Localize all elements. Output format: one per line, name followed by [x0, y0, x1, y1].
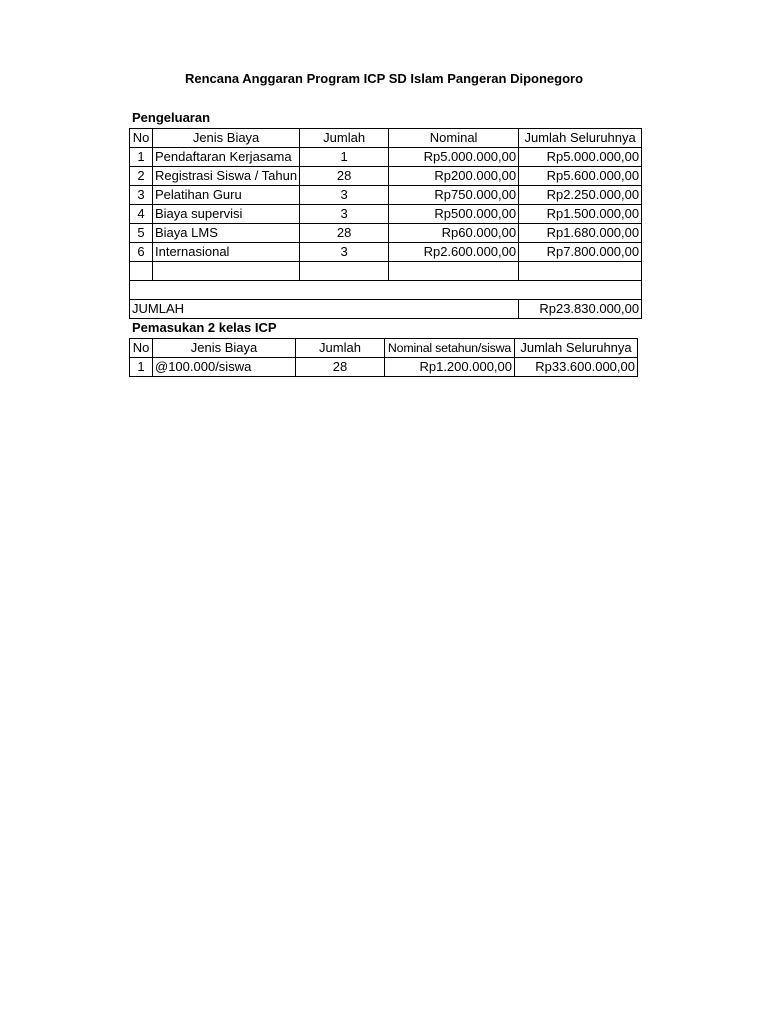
header-jumlah-seluruhnya: Jumlah Seluruhnya [519, 129, 642, 148]
cell-no: 1 [130, 148, 153, 167]
total-value: Rp23.830.000,00 [519, 300, 642, 319]
spacer-row [130, 281, 642, 300]
cell-no: 6 [130, 243, 153, 262]
empty-cell [130, 281, 153, 300]
empty-cell [300, 262, 389, 281]
expense-table [129, 128, 642, 319]
cell-no: 4 [130, 205, 153, 224]
cell-jumlah-seluruhnya: Rp2.250.000,00 [519, 186, 642, 205]
cell-jenis-biaya: Pendaftaran Kerjasama [153, 148, 300, 167]
header-jenis-biaya: Jenis Biaya [153, 129, 300, 148]
table-row [130, 186, 642, 205]
empty-cell [389, 281, 519, 300]
cell-jumlah: 3 [300, 186, 389, 205]
header-jumlah: Jumlah [296, 339, 385, 358]
cell-jenis-biaya: Biaya LMS [153, 224, 300, 243]
empty-cell [519, 281, 642, 300]
income-heading: Pemasukan 2 kelas ICP [132, 320, 277, 335]
income-table [129, 338, 638, 377]
cell-no: 5 [130, 224, 153, 243]
cell-jumlah: 28 [296, 358, 385, 377]
header-no: No [130, 339, 153, 358]
header-jumlah: Jumlah [300, 129, 389, 148]
table-header-row [130, 339, 638, 358]
header-no: No [130, 129, 153, 148]
cell-jumlah-seluruhnya: Rp7.800.000,00 [519, 243, 642, 262]
cell-jumlah-seluruhnya: Rp5.000.000,00 [519, 148, 642, 167]
empty-cell [519, 262, 642, 281]
cell-jumlah-seluruhnya: Rp1.680.000,00 [519, 224, 642, 243]
cell-nominal: Rp5.000.000,00 [389, 148, 519, 167]
cell-jumlah: 3 [300, 205, 389, 224]
total-row [130, 300, 642, 319]
cell-nominal: Rp60.000,00 [389, 224, 519, 243]
cell-jumlah: 1 [300, 148, 389, 167]
empty-cell [153, 262, 300, 281]
total-label: JUMLAH [130, 300, 519, 319]
cell-no: 1 [130, 358, 153, 377]
table-header-row [130, 129, 642, 148]
header-nominal: Nominal [389, 129, 519, 148]
cell-jumlah: 28 [300, 167, 389, 186]
table-row [130, 358, 638, 377]
empty-cell [389, 262, 519, 281]
cell-jenis-biaya: @100.000/siswa [153, 358, 296, 377]
header-nominal-setahun: Nominal setahun/siswa [385, 339, 515, 358]
expense-heading: Pengeluaran [132, 110, 211, 125]
table-row [130, 205, 642, 224]
header-jumlah-seluruhnya: Jumlah Seluruhnya [515, 339, 638, 358]
cell-nominal: Rp2.600.000,00 [389, 243, 519, 262]
table-row [130, 148, 642, 167]
empty-cell [130, 262, 153, 281]
cell-nominal: Rp750.000,00 [389, 186, 519, 205]
cell-jumlah-seluruhnya: Rp33.600.000,00 [515, 358, 638, 377]
table-row [130, 243, 642, 262]
table-row [130, 224, 642, 243]
cell-jenis-biaya: Registrasi Siswa / Tahun [153, 167, 300, 186]
table-row [130, 167, 642, 186]
cell-no: 2 [130, 167, 153, 186]
cell-jenis-biaya: Biaya supervisi [153, 205, 300, 224]
cell-nominal: Rp500.000,00 [389, 205, 519, 224]
cell-jenis-biaya: Pelatihan Guru [153, 186, 300, 205]
empty-cell [300, 281, 389, 300]
header-jenis-biaya: Jenis Biaya [153, 339, 296, 358]
cell-jumlah-seluruhnya: Rp1.500.000,00 [519, 205, 642, 224]
cell-jumlah-seluruhnya: Rp5.600.000,00 [519, 167, 642, 186]
empty-row [130, 262, 642, 281]
cell-nominal: Rp200.000,00 [389, 167, 519, 186]
cell-jumlah: 3 [300, 243, 389, 262]
cell-jenis-biaya: Internasional [153, 243, 300, 262]
cell-no: 3 [130, 186, 153, 205]
empty-cell [153, 281, 300, 300]
cell-jumlah: 28 [300, 224, 389, 243]
cell-nominal: Rp1.200.000,00 [385, 358, 515, 377]
page-title: Rencana Anggaran Program ICP SD Islam Pangeran Diponegoro [184, 71, 584, 86]
